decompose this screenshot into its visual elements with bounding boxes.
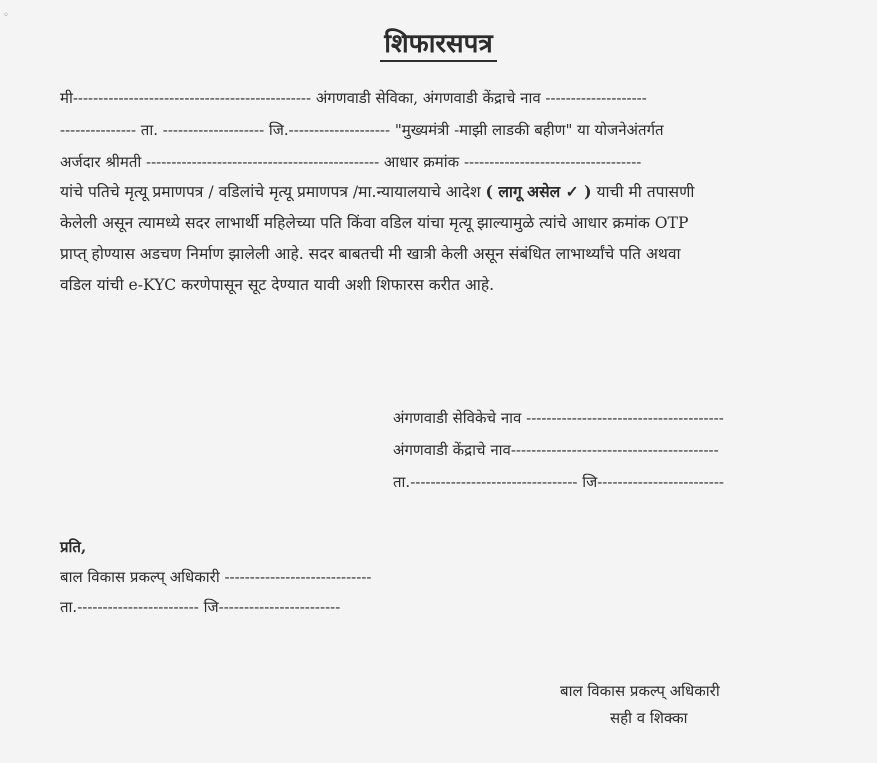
body-paragraph-line-2: केलेली असून त्यामध्ये सदर लाभार्थी महिलेच्या पति किंवा वडिल यांचा मृत्यू झाल्यामुळे त्यांचे आधार क्रमांक OTP: [60, 214, 689, 232]
form-line-taluka-district: --------------- ता. -------------------- जि.-------------------- "मुख्यमंत्री -माझी लाडकी बहीण" या योजनेअंतर्गत: [60, 121, 664, 139]
title-text: शिफारसपत्र: [380, 29, 497, 62]
body-text-1b: याची मी तपासणी: [596, 183, 695, 201]
to-taluka-district-line: ता.------------------------ जि------------------------: [60, 598, 341, 616]
to-heading: प्रति,: [60, 538, 87, 556]
anganwadi-center-name-line: अंगणवाडी केंद्राचे नाव-----------------------------------------: [393, 441, 719, 459]
corner-mark: ◦: [3, 10, 9, 21]
page-title: [0, 24, 877, 60]
signature-and-stamp: सही व शिक्का: [610, 709, 688, 727]
body-paragraph-line-3: प्राप्त् होण्यास अडचण निर्माण झालेली आहे. सदर बाबतची मी खात्री केली असून संबंधित लाभार्थ्यांचे पति अथवा: [60, 245, 681, 263]
body-paragraph-line-1: [60, 182, 822, 202]
anganwadi-worker-name-line: अंगणवाडी सेविकेचे नाव ---------------------------------------: [393, 409, 724, 427]
form-line-applicant-aadhaar: अर्जदार श्रीमती ---------------------------------------------- आधार क्रमांक -----------------------------------: [60, 153, 642, 171]
body-text-1a: यांचे पतिचे मृत्यू प्रमाणपत्र / वडिलांचे मृत्यू प्रमाणपत्र /मा.न्यायालयाचे आदेश: [60, 183, 481, 201]
body-paragraph-line-4: वडिल यांची e-KYC करणेपासून सूट देण्यात यावी अशी शिफारस करीत आहे.: [60, 276, 495, 294]
to-officer-line: बाल विकास प्रकल्प् अधिकारी -----------------------------: [60, 568, 372, 586]
officer-title: बाल विकास प्रकल्प् अधिकारी: [560, 682, 720, 700]
applicable-checkmark-text: ( लागू असेल ✓ ): [485, 182, 592, 201]
signature-taluka-district-line: ता.--------------------------------- जि-------------------------: [393, 473, 724, 491]
form-line-name-center: मी----------------------------------------------- अंगणवाडी सेविका, अंगणवाडी केंद्राचे नाव --------------------: [60, 89, 647, 107]
